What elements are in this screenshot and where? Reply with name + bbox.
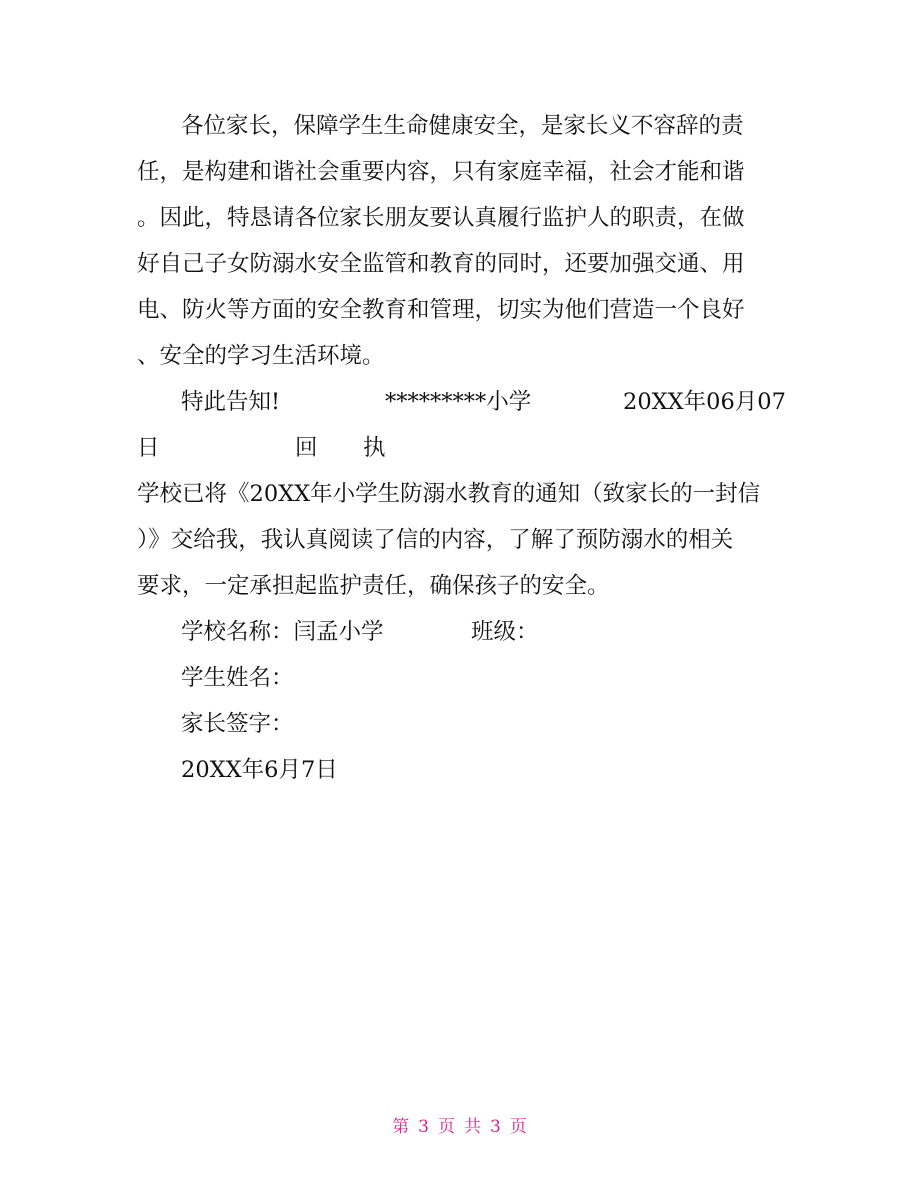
- paragraph-line: 好自己子女防溺水安全监管和教育的同时，还要加强交通、用: [137, 251, 745, 277]
- paragraph-line: 各位家长，保障学生生命健康安全，是家长义不容辞的责: [181, 113, 744, 139]
- letter-date-end: 日: [137, 435, 160, 461]
- page-footer: [0, 1112, 920, 1137]
- school-name-field: 学校名称：闫孟小学: [181, 619, 384, 645]
- receipt-line: ）》交给我，我认真阅读了信的内容，了解了预防溺水的相关: [137, 527, 734, 553]
- parent-signature-field: 家长签字：: [181, 711, 294, 737]
- closing-line-2: [137, 425, 787, 471]
- paragraph-line: 任，是构建和谐社会重要内容，只有家庭幸福，社会才能和谐: [137, 159, 745, 185]
- paragraph-line: 电、防火等方面的安全教育和管理，切实为他们营造一个良好: [137, 297, 745, 323]
- receipt-line: 要求，一定承担起监护责任，确保孩子的安全。: [137, 573, 610, 599]
- form-school-line: [137, 609, 787, 655]
- receipt-date: 20XX年6月7日: [181, 757, 338, 783]
- class-field: 班级：: [471, 619, 539, 645]
- letter-date: 20XX年06月07: [623, 389, 786, 415]
- footer-page-number: 3: [418, 1117, 430, 1137]
- footer-total-pages: 3: [490, 1117, 502, 1137]
- footer-text: 共: [464, 1117, 482, 1137]
- student-name-field: 学生姓名：: [181, 665, 294, 691]
- footer-text: 第: [392, 1117, 411, 1137]
- footer-text: 页: [438, 1117, 456, 1137]
- paragraph-line: 、安全的学习生活环境。: [137, 343, 385, 369]
- receipt-title-char: 回: [295, 435, 318, 461]
- school-signature: *********小学: [385, 389, 532, 415]
- receipt-line: 学校已将《20XX年小学生防溺水教育的通知（致家长的一封信: [137, 481, 761, 507]
- paragraph-line: 。因此，特恳请各位家长朋友要认真履行监护人的职责，在做: [137, 205, 745, 231]
- notice-text: 特此告知!: [181, 389, 281, 415]
- receipt-title-char: 执: [363, 435, 386, 461]
- footer-text: 页: [509, 1117, 528, 1137]
- document-body: [137, 103, 787, 793]
- closing-line: [137, 379, 787, 425]
